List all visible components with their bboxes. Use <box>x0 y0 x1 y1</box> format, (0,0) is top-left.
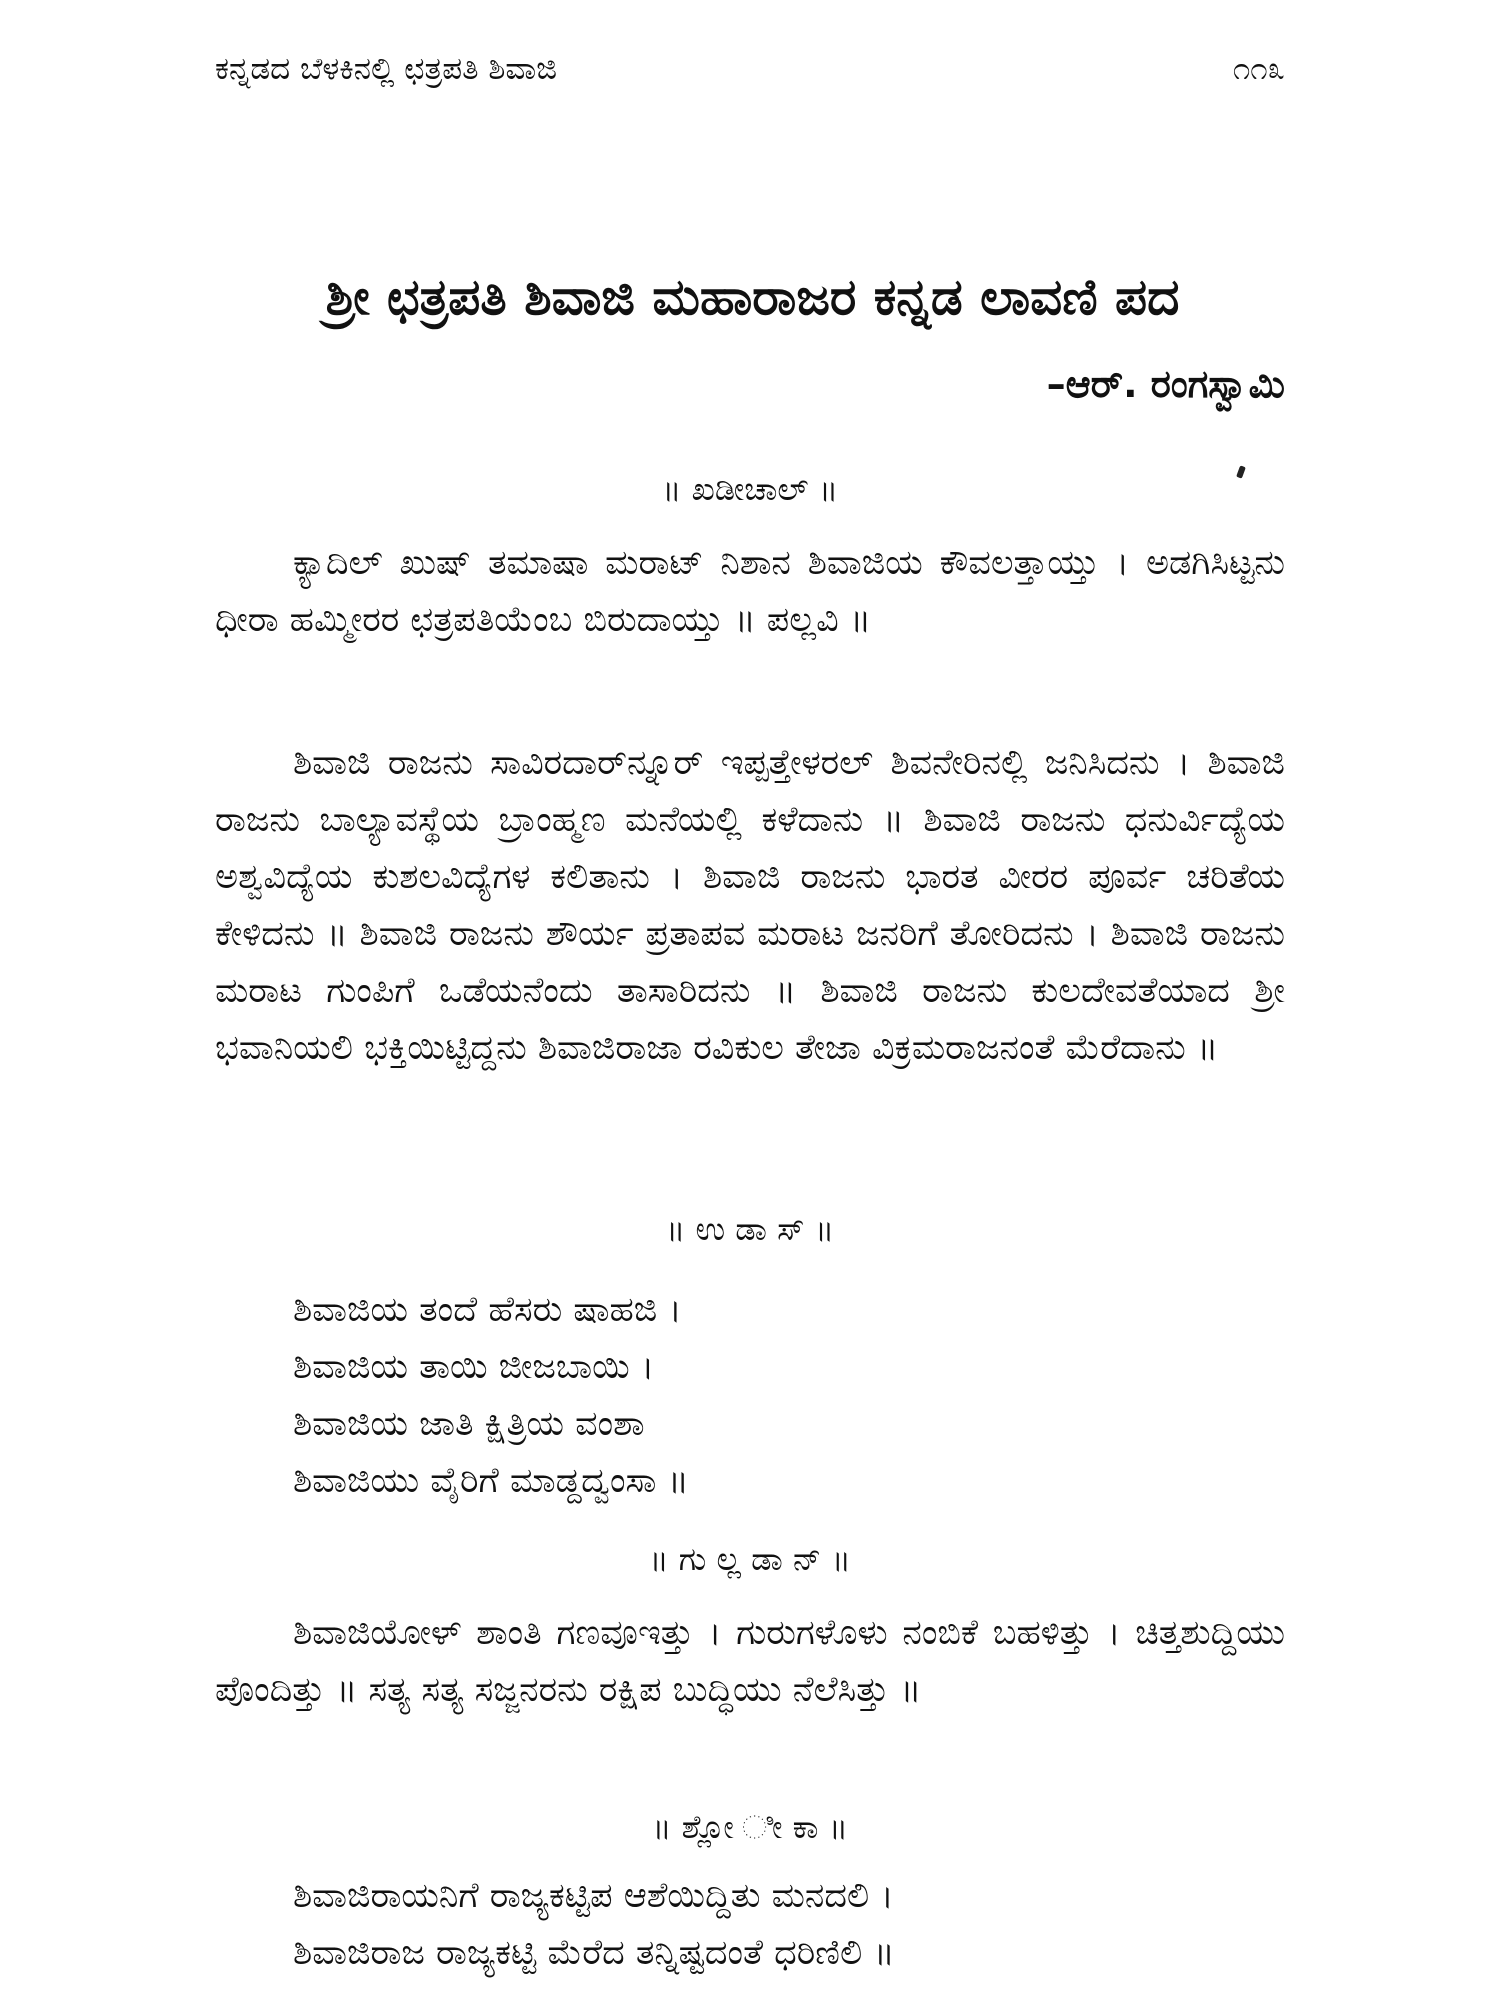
verse-line: ಶಿವಾಜಿರಾಜ ರಾಜ್ಯಕಟ್ಟಿ ಮೆರೆದ ತನ್ನಿಷ್ಟದಂತೆ ಧರಿಣಿಲಿ ॥ <box>293 1933 895 1973</box>
verse-udas <box>293 1282 1293 1510</box>
section-heading-khadichal: ॥ ಖಡೀಚಾಲ್ ॥ <box>661 470 839 508</box>
paragraph-guldan: ಶಿವಾಜಿಯೋಳ್ ಶಾಂತಿ ಗಣವೂಇತ್ತು । ಗುರುಗಳೊಳು ನಂಬಿಕೆ ಬಹಳಿತ್ತು । ಚಿತ್ತಶುದ್ದಿಯು ಪೊಂದಿತ್ತು ॥ ಸತ್ಯ ಸತ್ಯ ಸಜ್ಜನರನು ರಕ್ಷಿಪ ಬುದ್ಧಿಯು ನೆಲೆಸಿತ್ತು ॥ <box>215 1613 1285 1710</box>
verse-line: ಶಿವಾಜಿರಾಯನಿಗೆ ರಾಜ್ಯಕಟ್ಟಿಪ ಆಶೆಯಿದ್ದಿತು ಮನದಲಿ । <box>293 1876 894 1916</box>
section-heading-guldan: ॥ ಗು ಲ್ಲ ಡಾ ನ್ ॥ <box>649 1540 851 1578</box>
verse-line: ಶಿವಾಜಿಯ ತಂದೆ ಹೆಸರು ಷಾಹಜಿ । <box>293 1290 682 1330</box>
page-number: ೧೧೩ <box>1232 50 1285 87</box>
verse-line: ಶಿವಾಜಿಯು ವೈರಿಗೆ ಮಾಡ್ದದ್ವಂಸಾ ॥ <box>293 1461 689 1501</box>
running-header <box>215 44 1285 94</box>
verse-line: ಶಿವಾಜಿಯ ಜಾತಿ ಕ್ಷಿತ್ರಿಯ ವಂಶಾ <box>293 1404 645 1444</box>
paragraph-pallavi: ಕ್ಯಾದಿಲ್ ಖುಷ್ ತಮಾಷಾ ಮರಾಟ್ ನಿಶಾನ ಶಿವಾಜಿಯ ಕೌವಲತ್ತಾಯ್ತು । ಅಡಗಿಸಿಟ್ಟನು ಧೀರಾ ಹಮ್ಮೀರರ ಛತ್ರಪತಿಯೆಂಬ ಬಿರುದಾಯ್ತು ॥ ಪಲ್ಲವಿ ॥ <box>215 543 1285 640</box>
paragraph-biography: ಶಿವಾಜಿ ರಾಜನು ಸಾವಿರದಾರ್‌ನ್ನೂರ್ ಇಪ್ಪತ್ತೇಳರಲ್ ಶಿವನೇರಿನಲ್ಲಿ ಜನಿಸಿದನು । ಶಿವಾಜಿ ರಾಜನು ಬಾಲ್ಯಾವಸ್ಥೆಯ ಬ್ರಾಂಹ್ಮಣ ಮನೆಯಲ್ಲಿ ಕಳೆದಾನು ॥ ಶಿವಾಜಿ ರಾಜನು ಧನುರ್ವಿದ್ಯೆಯ ಅಶ್ವವಿದ್ಯೆಯ ಕುಶಲವಿದ್ಯೆಗಳ ಕಲಿತಾನು । ಶಿವಾಜಿ ರಾಜನು ಭಾರತ ವೀರರ ಪೂರ್ವ ಚರಿತೆಯ ಕೇಳಿದನು ॥ ಶಿವಾಜಿ ರಾಜನು ಶೌರ್ಯ ಪ್ರತಾಪವ ಮರಾಟ ಜನರಿಗೆ ತೋರಿದನು । ಶಿವಾಜಿ ರಾಜನು ಮರಾಟ ಗುಂಪಿಗೆ ಒಡೆಯನೆಂದು ತಾಸಾರಿದನು ॥ ಶಿವಾಜಿ ರಾಜನು ಕುಲದೇವತೆಯಾದ ಶ್ರೀ ಭವಾನಿಯಲಿ ಭಕ್ತಿಯಿಟ್ಟಿದ್ದನು ಶಿವಾಜಿರಾಜಾ ರವಿಕುಲ ತೇಜಾ ವಿಕ್ರಮರಾಜನಂತೆ ಮೆರೆದಾನು ॥ <box>215 743 1285 1068</box>
poem-title: ಶ್ರೀ ಛತ್ರಪತಿ ಶಿವಾಜಿ ಮಹಾರಾಜರ ಕನ್ನಡ ಲಾವಣಿ ಪದ <box>325 268 1180 326</box>
section-heading-udas: ॥ ಉ ಡಾ ಸ್ ॥ <box>665 1210 835 1248</box>
running-title: ಕನ್ನಡದ ಬೆಳಕಿನಲ್ಲಿ ಛತ್ರಪತಿ ಶಿವಾಜಿ <box>215 50 558 87</box>
verse-shloka <box>293 1868 1293 1982</box>
author-name: –ಆರ್. ರಂಗಸ್ವಾಮಿ <box>1046 362 1285 406</box>
verse-line: ಶಿವಾಜಿಯ ತಾಯಿ ಜೀಜಬಾಯಿ । <box>293 1347 655 1387</box>
section-heading-shloka: ॥ ಶ್ಲೋ ೀ ಕಾ ॥ <box>651 1808 849 1846</box>
